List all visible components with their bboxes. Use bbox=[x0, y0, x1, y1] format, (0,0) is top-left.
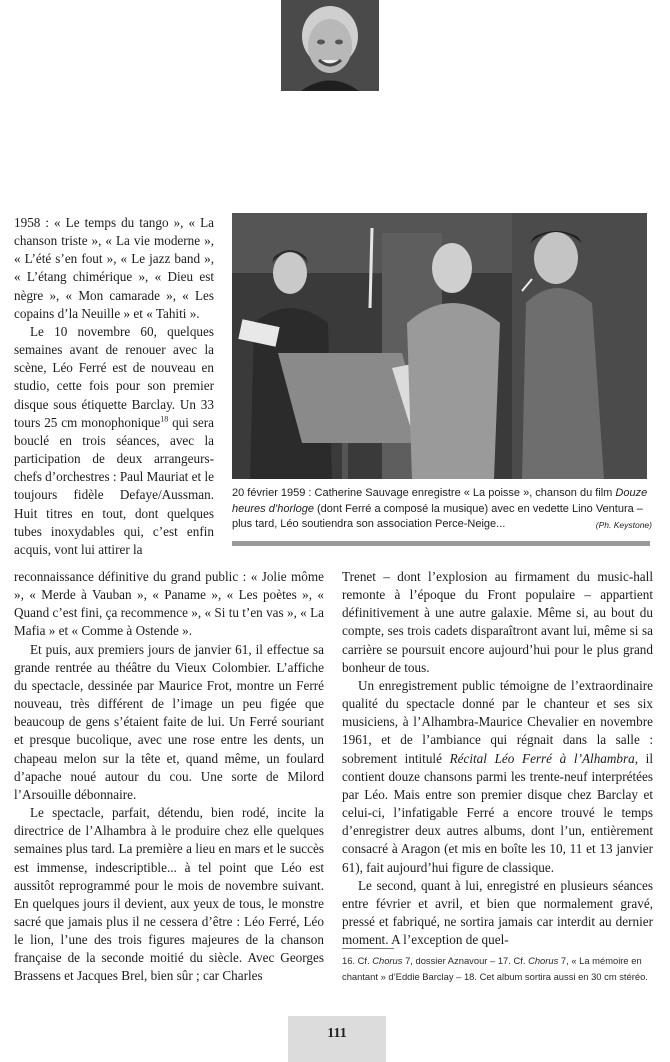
magazine-title: Chorus bbox=[372, 955, 403, 966]
studio-photo bbox=[232, 213, 647, 479]
portrait-illustration bbox=[281, 0, 379, 91]
caption-text-2: (dont Ferré a composé la musique) avec en vedette Lino Ventura – plus tard, Léo soutiendra son association Perce-Neige... bbox=[232, 502, 643, 530]
paragraph-text: il contient douze chansons parmi les trente-neuf interprétées par Léo. Mais entre son premier disque chez Barclay et celui-ci, l’infatigable Ferré a encore trouvé le temps d’enregistrer deux autres albums, dont l’un, entièrement consacré à Aragon (et mis en boîte les 10, 11 et 13 janvier 61), fait aujourd’hui figure de classique. bbox=[342, 750, 654, 875]
left-column-lower bbox=[14, 568, 324, 986]
album-title: Récital Léo Ferré à l’Alhambra, bbox=[449, 750, 639, 766]
photo-credit: (Ph. Keystone) bbox=[595, 520, 652, 530]
footnote-text: 7, « La mémoire en chantant » d’Eddie Barclay – 18. Cet album sortira aussi en 30 cm stéréo. bbox=[342, 955, 648, 982]
paragraph: Et puis, aux premiers jours de janvier 61, il effectue sa grande rentrée au théâtre du Vieux Colombier. L’affiche du spectacle, dessinée par Maurice Frot, montre un Ferré nouveau, très différent de l’image un peu figée que beaucoup de gens s’étaient faite de lui. Un Ferré souriant et presque bucolique, avec une rose entre les dents, un chapeau melon sur la tête et, quand même, un foulard d’apache noué autour du cou. Une sorte de Milord l’Arsouille débonnaire. bbox=[14, 641, 324, 802]
portrait-photo bbox=[281, 0, 379, 91]
footnotes bbox=[342, 953, 658, 984]
right-column bbox=[342, 568, 653, 949]
magazine-title: Chorus bbox=[528, 955, 559, 966]
footnote-text: 7, dossier Aznavour – 17. Cf. bbox=[402, 955, 529, 966]
caption-text-1: 20 février 1959 : Catherine Sauvage enregistre « La poisse », chanson du film bbox=[232, 487, 616, 499]
page-number: 111 bbox=[327, 1026, 347, 1041]
paragraph-text: Le 10 novembre 60, quelques semaines avant de renouer avec la scène, Léo Ferré est de nouveau en studio, cette fois pour son premier disque sous étiquette Barclay. Un 33 tours 25 cm monophonique bbox=[14, 323, 214, 430]
footnote-rule bbox=[342, 948, 394, 949]
paragraph bbox=[342, 677, 653, 877]
left-column-upper bbox=[14, 214, 214, 559]
paragraph bbox=[14, 323, 214, 559]
paragraph-text: Un enregistrement public témoigne de l’extraordinaire qualité du spectacle donné par le chanteur et ses six musiciens, à l’Alhambra-Maurice Chevalier en novembre 1961, et de l’ambiance qui régnait dans la salle : sobrement intitulé bbox=[342, 677, 653, 766]
paragraph-text: qui sera bouclé en trois séances, avec la participation de deux arrangeurs-chefs d’orchestres : Paul Mauriat et le toujours fidèle Defaye/Aussman. Huit titres en tout, dont quelques tubes inoxydables qui, c’est enfin acquis, vont lui attirer la bbox=[14, 414, 214, 557]
caption-film-title: Douze heures d’horloge bbox=[232, 487, 648, 515]
paragraph: 1958 : « Le temps du tango », « La chanson triste », « La vie moderne », « L’été s’en fout », « Le jazz band », « L’étang chimérique », « Dieu est nègre », « Mon camarade », « Les copains d’la Neuille » et « Tahiti ». bbox=[14, 215, 214, 321]
caption-rule bbox=[232, 541, 650, 546]
footnote-text: 16. Cf. bbox=[342, 955, 373, 966]
paragraph: Le spectacle, parfait, détendu, bien rodé, incite la directrice de l’Alhambra à le produire chez elle quelques semaines plus tard. La première a lieu en mars et le succès est immense, indescriptible... à tel point que Léo est aussitôt reprogrammé pour le mois de novembre suivant. En quelques jours il devient, aux yeux de tous, le monstre sacré que jamais plus il ne cessera d’être : Léo Ferré, Léo le lion, l’une des trois figures majeures de la chanson française de la seconde moitié du siècle. Avec Georges Brassens et Jacques Brel, bien sûr ; car Charles bbox=[14, 805, 324, 984]
studio-illustration bbox=[232, 213, 647, 479]
paragraph: Trenet – dont l’explosion au firmament du music-hall remonte à l’époque du Front populaire – appartient définitivement à une autre galaxie. Même si, au bout du compte, ses trois cadets disparaîtront avant lui, même si sa carrière se poursuit encore aujourd’hui pour le plus grand bonheur de tous. bbox=[342, 569, 653, 675]
paragraph: reconnaissance définitive du grand public : « Jolie môme », « Merde à Vauban », « Paname », « Les poètes », « Quand c’est fini, ça recommence », « Si tu t’en vas », « La Mafia » et « Comme à Ostende ». bbox=[14, 569, 324, 639]
photo-caption bbox=[232, 486, 652, 534]
footnote-ref: 18 bbox=[160, 414, 169, 424]
paragraph: Le second, quant à lui, enregistré en plusieurs séances entre février et avril, et bien que normalement gravé, pressé et fabriqué, ne sortira jamais car interdit au dernier moment. A l’exception de quel- bbox=[342, 877, 653, 948]
